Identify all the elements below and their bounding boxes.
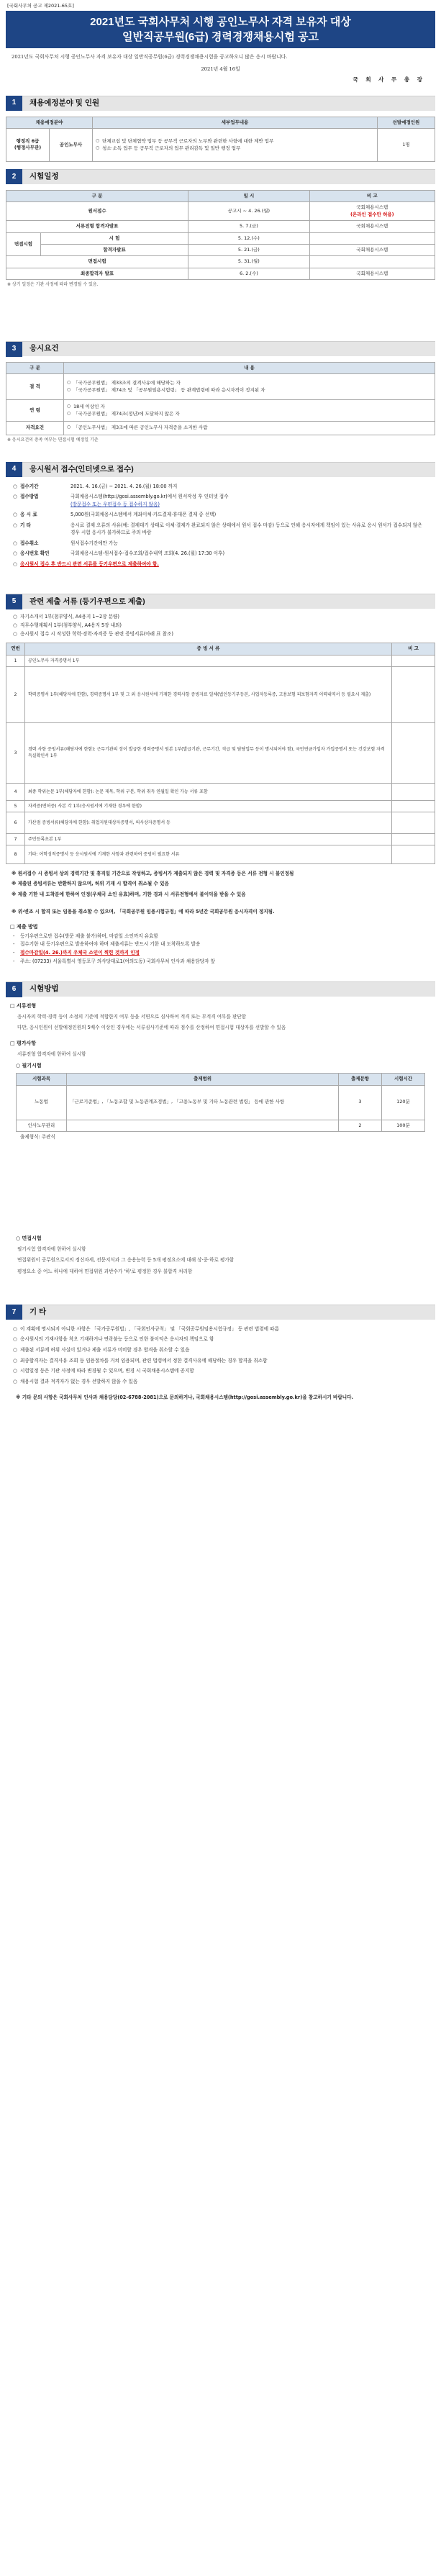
section-6-title: 시험방법 <box>29 984 59 994</box>
schedule-row <box>6 245 435 256</box>
docs-no: 2 <box>6 666 25 722</box>
apply-value: 2021. 4. 16.(금) ~ 2021. 4. 26.(월) 18:00 까지 <box>71 483 178 489</box>
docs-row <box>6 655 435 666</box>
requirement-item: ○ 「국가공무원법」 제74조 및 「공무원임용시험령」 등 관계법령에 따라 응시자격이 정지된 자 <box>67 387 432 394</box>
recruit-field-line1: 행정직 6급 <box>16 138 40 145</box>
docs-text: 최종 학위논문 1부(해당자에 한함): 논문 제목, 학위 구분, 학위 취득 연월일 확인 가능 서류 포함 <box>25 783 392 800</box>
recruit-division: 공인노무사 <box>50 128 93 161</box>
submit-text: 접수기한 내 등기우편으로 발송하여야 하며 제출서류는 반드시 기한 내 도착하도록 발송 <box>20 941 201 948</box>
etc-text: 최종합격자는 결격사유 조회 등 임용절차를 거쳐 임용되며, 관련 법령에서 정한 결격사유에 해당하는 경우 합격을 취소함 <box>20 1357 268 1364</box>
etc-item: ○ 응시원서의 기재사항을 착오 기재하거나 연락불능 등으로 인한 불이익은 응시자의 책임으로 함 <box>13 1335 428 1343</box>
schedule-substage: 시 험 <box>41 232 188 244</box>
apply-label: 응 시 료 <box>20 512 37 518</box>
docs-row <box>6 783 435 800</box>
recruit-count: 1명 <box>378 128 435 161</box>
schedule-date: 5. 31.(월) <box>188 256 310 268</box>
method-oral-text-3: 평정요소 중 어느 하나에 대하여 면접위원 과반수가 '하'로 평정한 경우 불합격 처리함 <box>17 1268 193 1274</box>
docs-header-doc: 증 빙 서 류 <box>25 643 392 655</box>
intro-text: 2021년도 국회사무처 시행 공인노무사 자격 보유자 대상 일반직공무원(6급) 경력경쟁채용시험을 공고하오니 많은 응시 바랍니다. <box>12 53 288 60</box>
docs-warning-3: ※ 제출 기한 내 도착분에 한하여 인정(우체국 소인 유효)하며, 기한 경과 시 서류전형에서 불이익을 받을 수 있음 <box>12 891 246 897</box>
recruit-header-count: 선발예정인원 <box>378 117 435 128</box>
schedule-stage: 면접시험 <box>6 232 41 256</box>
submit-text: 접수마감일(4. 26.)까지 우체국 소인이 찍힌 것까지 인정 <box>20 949 140 956</box>
apply-value-note: (방문접수 또는 우편접수 등 접수하지 않음) <box>71 501 160 507</box>
schedule-note <box>309 232 435 244</box>
schedule-header-date: 일 시 <box>188 190 310 201</box>
docs-note <box>392 783 435 800</box>
docs-row <box>6 845 435 863</box>
schedule-date: 공고시 ~ 4. 26.(월) <box>188 202 310 221</box>
exam-row <box>17 1085 425 1120</box>
exam-subject: 인사노무관리 <box>17 1120 67 1131</box>
etc-item: ○ 시험일정 등은 기관 사정에 따라 변경될 수 있으며, 변경 시 국회채용시스템에 공지함 <box>13 1367 428 1375</box>
requirement-item: ○ 「국가공무원법」 제74조(정년)에 도달하지 않은 자 <box>67 411 432 417</box>
requirement-header-content: 내 용 <box>64 363 435 374</box>
schedule-stage: 최종합격자 발표 <box>6 268 188 279</box>
requirement-label: 자격요건 <box>6 422 64 435</box>
apply-value: 국회채용시스템-원서접수·접수조회/접수내역 조회(4. 26.(월) 17:30 이후) <box>71 550 225 557</box>
docs-note <box>392 833 435 845</box>
exam-items: 2 <box>339 1120 382 1131</box>
apply-label: 응시번호 확인 <box>20 550 50 557</box>
submit-item: - 접수마감일(4. 26.)까지 우체국 소인이 찍힌 것까지 인정 <box>13 949 428 957</box>
section-3-title: 응시요건 <box>29 344 59 353</box>
apply-value: 국회채용시스템(http://gosi.assembly.go.kr)에서 원서작성 후 인터넷 접수 <box>71 494 229 500</box>
doc-number: [국회사무처 공고 제2021-65호] <box>7 3 74 9</box>
docs-text: 경력 사항 증빙서류(해당자에 한함): 근무기관의 장이 발급한 경력증명서 원본 1부(발급기관, 근무기간, 직급 및 담당업무 등이 명시되어야 함), 국민연금가입자 가입증명서 또는 건강보험 자격득실확인서 1부 <box>25 722 392 783</box>
etc-text: 채용시험 결과 적격자가 없는 경우 선발하지 않을 수 있음 <box>20 1378 138 1384</box>
section-1-header <box>6 96 435 111</box>
docs-row <box>6 722 435 783</box>
issuer: 국 회 사 무 총 장 <box>353 76 425 83</box>
docs-row <box>6 833 435 845</box>
schedule-substage: 합격자발표 <box>41 245 188 256</box>
etc-item: ○ 이 계획에 명시되지 아니한 사항은 「국가공무원법」, 「국회인사규칙」 및 「국회공무원임용시험규정」 등 관련 법령에 따름 <box>13 1325 428 1333</box>
docs-intro-text: 직무수행계획서 1부(첨부양식, A4용지 5장 내외) <box>20 622 122 629</box>
method-doc-text-2: 다만, 응시인원이 선발예정인원의 5배수 이상인 경우에는 서류심사기준에 따라 점수를 산정하여 면접시험 대상자를 선발할 수 있음 <box>17 1025 286 1031</box>
docs-intro-item: ○ 직무수행계획서 1부(첨부양식, A4용지 5장 내외) <box>13 622 428 630</box>
docs-intro-item: ○ 자기소개서 1부(첨부양식, A4용지 1~2장 분량) <box>13 613 428 621</box>
apply-value: 응시료 결제 오류의 사유(예: 결제대기 상태로 이체·결제가 완료되지 않은 상태에서 원서 접수 마감) 등으로 인해 응시자에게 책임이 있는 사유로 응시 원서가 접수되지 않은 경우 시험 응시가 불가하므로 주의 바람 <box>71 522 422 536</box>
apply-item: ○ 접수취소 원서접수기간에만 가능 <box>13 540 428 548</box>
schedule-date: 5. 21.(금) <box>188 245 310 256</box>
exam-header-scope: 출제범위 <box>67 1074 339 1085</box>
schedule-date: 5. 7.(금) <box>188 221 310 232</box>
recruit-duty-item: ○ 단체교섭 및 단체협약 업무 등 공무직 근로자의 노무와 관련한 사항에 대한 제반 업무 <box>96 138 374 145</box>
schedule-table <box>6 190 435 280</box>
exam-time: 120분 <box>382 1085 425 1120</box>
docs-text: 자격증(면허증) 사본 각 1부(응시원서에 기재한 경우에 한함) <box>25 800 392 812</box>
docs-note <box>392 722 435 783</box>
exam-header-items: 출제문항 <box>339 1074 382 1085</box>
section-5-number: 5 <box>6 594 22 609</box>
section-2-header <box>6 169 435 184</box>
schedule-note: 국회채용시스템 <box>309 245 435 256</box>
schedule-stage: 서류전형 합격자발표 <box>6 221 188 232</box>
docs-no: 6 <box>6 812 25 833</box>
docs-row <box>6 666 435 722</box>
docs-intro-text: 응시원서 접수 시 작성한 학력·경력·자격증 등 관련 증빙서류(아래 표 참조) <box>20 630 173 637</box>
apply-label: 기 타 <box>20 522 32 528</box>
apply-item: ○ 접수방법 국회채용시스템(http://gosi.assembly.go.kr)에서 원서작성 후 인터넷 접수 (방문접수 또는 우편접수 등 접수하지 않음) <box>13 493 428 508</box>
docs-no: 4 <box>6 783 25 800</box>
docs-intro-list <box>6 609 435 640</box>
exam-header-subject: 시험과목 <box>17 1074 67 1085</box>
method-oral-text-2: 면접위원이 공무원으로서의 정신자세, 전문지식과 그 응용능력 등 5개 평정요소에 대해 상·중·하로 평가함 <box>17 1257 235 1264</box>
section-4-number: 4 <box>6 462 22 477</box>
requirement-label: 연 령 <box>6 400 64 422</box>
requirement-table <box>6 362 435 435</box>
etc-text: 응시원서의 기재사항을 착오 기재하거나 연락불능 등으로 인한 불이익은 응시자의 책임으로 함 <box>20 1336 214 1343</box>
docs-text: 주민등록초본 1부 <box>25 833 392 845</box>
docs-text: 공인노무사 자격증명서 1부 <box>25 655 392 666</box>
method-oral-title: ○ 면접시험 <box>16 1235 42 1242</box>
etc-text: 시험일정 등은 기관 사정에 따라 변경될 수 있으며, 변경 시 국회채용시스템에 공지함 <box>20 1368 194 1374</box>
docs-note <box>392 655 435 666</box>
schedule-header-note: 비 고 <box>309 190 435 201</box>
apply-label: 접수방법 <box>20 494 39 500</box>
method-oral-text-1: 필기시험 합격자에 한하여 실시함 <box>17 1246 86 1253</box>
etc-contact: ※ 기타 문의 사항은 국회사무처 인사과 채용담당(02-6788-2081)으로 문의하거나, 국회채용시스템(http://gosi.assembly.go.kr)을 참고하시기 바랍니다. <box>16 1394 353 1401</box>
docs-row <box>6 812 435 833</box>
docs-text: 기타: 어학성적증명서 등 응시원서에 기재한 사항과 관련하여 증빙이 필요한 서류 <box>25 845 392 863</box>
section-4-header <box>6 462 435 477</box>
requirement-item: ○ 「국가공무원법」 제33조의 결격사유에 해당하는 자 <box>67 380 432 386</box>
schedule-stage: 원서접수 <box>6 202 188 221</box>
schedule-footnote: ※ 상기 일정은 기관 사정에 따라 변경될 수 있음. <box>7 282 99 288</box>
schedule-header-stage: 구 분 <box>6 190 188 201</box>
submit-text: 등기우편으로만 접수(방문 제출 불가)하며, 마감일 소인까지 유효함 <box>20 933 158 939</box>
requirement-row <box>6 422 435 435</box>
docs-table <box>6 643 435 863</box>
docs-no: 1 <box>6 655 25 666</box>
etc-item: ○ 최종합격자는 결격사유 조회 등 임용절차를 거쳐 임용되며, 관련 법령에서 정한 결격사유에 해당하는 경우 합격을 취소함 <box>13 1357 428 1365</box>
recruit-duty-item: ○ 청소·소독 업무 등 공무직 근로자의 업무 관리감독 및 일반 행정 업무 <box>96 145 374 152</box>
method-score-text: 서류전형 합격자에 한하여 실시함 <box>17 1051 86 1057</box>
section-1-title: 채용예정분야 및 인원 <box>29 98 100 107</box>
schedule-note <box>309 256 435 268</box>
docs-row <box>6 800 435 812</box>
section-1-number: 1 <box>6 96 22 111</box>
title-line-1: 2021년도 국회사무처 시행 공인노무사 자격 보유자 대상 <box>90 16 351 29</box>
docs-note <box>392 845 435 863</box>
title-banner <box>6 11 435 48</box>
method-doc-title: □ 서류전형 <box>10 1003 37 1010</box>
etc-item: ○ 채용시험 결과 적격자가 없는 경우 선발하지 않을 수 있음 <box>13 1378 428 1386</box>
docs-warning-1: ※ 원서접수 시 증빙서 상의 경력기간 및 휴직일 기간으로 작성하고, 증빙서가 제출되지 않은 경력 및 자격증 등은 서류 전형 시 불인정됨 <box>12 870 294 876</box>
requirement-row <box>6 400 435 422</box>
recruit-header-field: 채용예정분야 <box>6 117 93 128</box>
apply-item: ○ 응시원서 접수 후 반드시 관련 서류를 등기우편으로 제출하여야 함. <box>13 561 428 568</box>
section-2-title: 시험일정 <box>29 172 59 181</box>
section-6-number: 6 <box>6 982 22 997</box>
section-6-header <box>6 981 435 997</box>
requirement-header-type: 구 분 <box>6 363 64 374</box>
submit-item: - 주소: (07233) 서울특별시 영등포구 의사당대로1(여의도동) 국회사무처 인사과 채용담당자 앞 <box>13 958 428 966</box>
schedule-row <box>6 232 435 244</box>
schedule-date: 6. 2.(수) <box>188 268 310 279</box>
docs-no: 7 <box>6 833 25 845</box>
exam-scope: 「근로기준법」, 「노동조합 및 노동관계조정법」, 「고용노동부 및 기타 노동관련 법령」 등에 관한 사항 <box>67 1085 339 1120</box>
notice-date: 2021년 4월 16일 <box>201 65 240 72</box>
submit-item: - 접수기한 내 등기우편으로 발송하여야 하며 제출서류는 반드시 기한 내 도착하도록 발송 <box>13 940 428 948</box>
exam-items: 3 <box>339 1085 382 1120</box>
docs-no: 3 <box>6 722 25 783</box>
apply-list <box>6 477 435 573</box>
section-3-header <box>6 341 435 356</box>
etc-text: 이 계획에 명시되지 아니한 사항은 「국가공무원법」, 「국회인사규칙」 및 「국회공무원임용시험규정」 등 관련 법령에 따름 <box>20 1325 279 1332</box>
schedule-row <box>6 268 435 279</box>
exam-time: 100분 <box>382 1120 425 1131</box>
apply-item: ○ 응 시 료 5,000원(국회채용시스템에서 계좌이체·카드결제·휴대폰 결제 중 선택) <box>13 511 428 519</box>
exam-row <box>17 1120 425 1131</box>
submit-text: 주소: (07233) 서울특별시 영등포구 의사당대로1(여의도동) 국회사무처 인사과 채용담당자 앞 <box>20 958 216 964</box>
apply-item: ○ 응시번호 확인 국회채용시스템-원서접수·접수조회/접수내역 조회(4. 26.(월) 17:30 이후) <box>13 550 428 558</box>
docs-text: 가산점 증빙서류(해당자에 한함): 취업지원대상자증명서, 의사상자증명서 등 <box>25 812 392 833</box>
section-2-number: 2 <box>6 169 22 184</box>
docs-header-no: 연번 <box>6 643 25 655</box>
apply-red-notice: 응시원서 접수 후 반드시 관련 서류를 등기우편으로 제출하여야 함. <box>20 561 159 567</box>
etc-text: 제출된 서류에 허위 사실이 있거나 제출 서류가 미비할 경우 합격을 취소할 수 있음 <box>20 1346 190 1353</box>
docs-intro-item: ○ 응시원서 접수 시 작성한 학력·경력·자격증 등 관련 증빙서류(아래 표 참조) <box>13 630 428 638</box>
docs-text: 학력증명서 1부(해당자에 한함), 경력증명서 1부 및 그 외 응시원서에 기재한 경력사항 증빙자료 일체(법인등기부등본, 사업자등록증, 고용보험 피보험자격 이력내역서 등 필요시 제출) <box>25 666 392 722</box>
docs-no: 8 <box>6 845 25 863</box>
recruit-table <box>6 117 435 162</box>
docs-header-note: 비 고 <box>392 643 435 655</box>
apply-value: 5,000원(국회채용시스템에서 계좌이체·카드결제·휴대폰 결제 중 선택) <box>71 512 217 518</box>
exam-header-time: 시험시간 <box>382 1074 425 1085</box>
method-score-title: □ 평가사항 <box>10 1040 37 1046</box>
apply-label: 접수기간 <box>20 483 39 489</box>
section-7-header <box>6 1305 435 1320</box>
section-4-title: 응시원서 접수(인터넷으로 접수) <box>29 464 134 473</box>
docs-note <box>392 666 435 722</box>
requirement-label: 결 격 <box>6 374 64 400</box>
schedule-note: 국회채용시스템 <box>309 221 435 232</box>
section-3-number: 3 <box>6 342 22 357</box>
schedule-stage: 면접시험 <box>6 256 188 268</box>
docs-note <box>392 800 435 812</box>
exam-subject: 노동법 <box>17 1085 67 1120</box>
recruit-duty-list <box>96 138 374 153</box>
docs-intro-text: 자기소개서 1부(첨부양식, A4용지 1~2장 분량) <box>20 614 119 620</box>
apply-item: ○ 기 타 응시료 결제 오류의 사유(예: 결제대기 상태로 이체·결제가 완료되지 않은 상태에서 원서 접수 마감) 등으로 인해 응시자에게 책임이 있는 사유로 응시 원서가 접수되지 않은 경우 시험 응시가 불가하므로 주의 바람 <box>13 522 428 537</box>
apply-item: ○ 접수기간 2021. 4. 16.(금) ~ 2021. 4. 26.(월) 18:00 까지 <box>13 483 428 491</box>
schedule-note-online: (온라인 접수만 허용) <box>350 211 394 217</box>
requirement-row <box>6 374 435 400</box>
etc-list <box>6 1320 435 1389</box>
docs-warning-4: ※ 위·변조 시 합격 또는 임용을 취소할 수 있으며, 「국회공무원 임용시험규정」에 따라 5년간 국회공무원 응시자격이 정지됨. <box>12 909 275 915</box>
section-7-number: 7 <box>6 1305 22 1320</box>
recruit-field-line2: (행정사무관) <box>14 145 42 151</box>
recruit-header-duties: 세부업무내용 <box>93 117 378 128</box>
submit-item: - 등기우편으로만 접수(방문 제출 불가)하며, 마감일 소인까지 유효함 <box>13 933 428 940</box>
section-7-title: 기 타 <box>29 1307 47 1317</box>
exam-note: 출제형식: 주관식 <box>20 1133 55 1140</box>
schedule-row <box>6 256 435 268</box>
docs-no: 5 <box>6 800 25 812</box>
title-line-2: 일반직공무원(6급) 경력경쟁채용시험 공고 <box>122 30 319 43</box>
submit-title: □ 제출 방법 <box>10 923 38 930</box>
section-5-title: 관련 제출 서류 (등기우편으로 제출) <box>29 597 145 606</box>
method-doc-text-1: 응시자의 학력·경력 등이 소정의 기준에 적합한지 여부 등을 서면으로 심사하여 적격 또는 부적격 여부를 판단함 <box>17 1014 247 1020</box>
section-5-header <box>6 594 435 609</box>
apply-value: 원서접수기간에만 가능 <box>71 540 118 546</box>
schedule-row <box>6 221 435 232</box>
etc-item: ○ 제출된 서류에 허위 사실이 있거나 제출 서류가 미비할 경우 합격을 취소할 수 있음 <box>13 1346 428 1354</box>
requirement-item: ○ 18세 이상인 자 <box>67 404 432 410</box>
requirement-footnote: ※ 응시요건의 충족 여부는 면접시험 예정일 기준 <box>7 437 99 443</box>
requirement-item: ○ 「공인노무사법」 제3조에 따른 공인노무사 자격증을 소지한 사람 <box>67 425 432 431</box>
schedule-note: 국회채용시스템 <box>356 204 388 211</box>
docs-warning-2: ※ 제출된 증빙서류는 반환하지 않으며, 허위 기재 시 합격이 취소될 수 있음 <box>12 881 169 887</box>
schedule-date: 5. 12.(수) <box>188 232 310 244</box>
apply-label: 접수취소 <box>20 540 39 546</box>
method-exam-title: ○ 필기시험 <box>16 1062 42 1069</box>
schedule-note: 국회채용시스템 <box>309 268 435 279</box>
schedule-row <box>6 202 435 221</box>
docs-note <box>392 812 435 833</box>
exam-scope <box>67 1120 339 1131</box>
submit-list <box>6 933 435 967</box>
exam-table <box>16 1073 425 1132</box>
